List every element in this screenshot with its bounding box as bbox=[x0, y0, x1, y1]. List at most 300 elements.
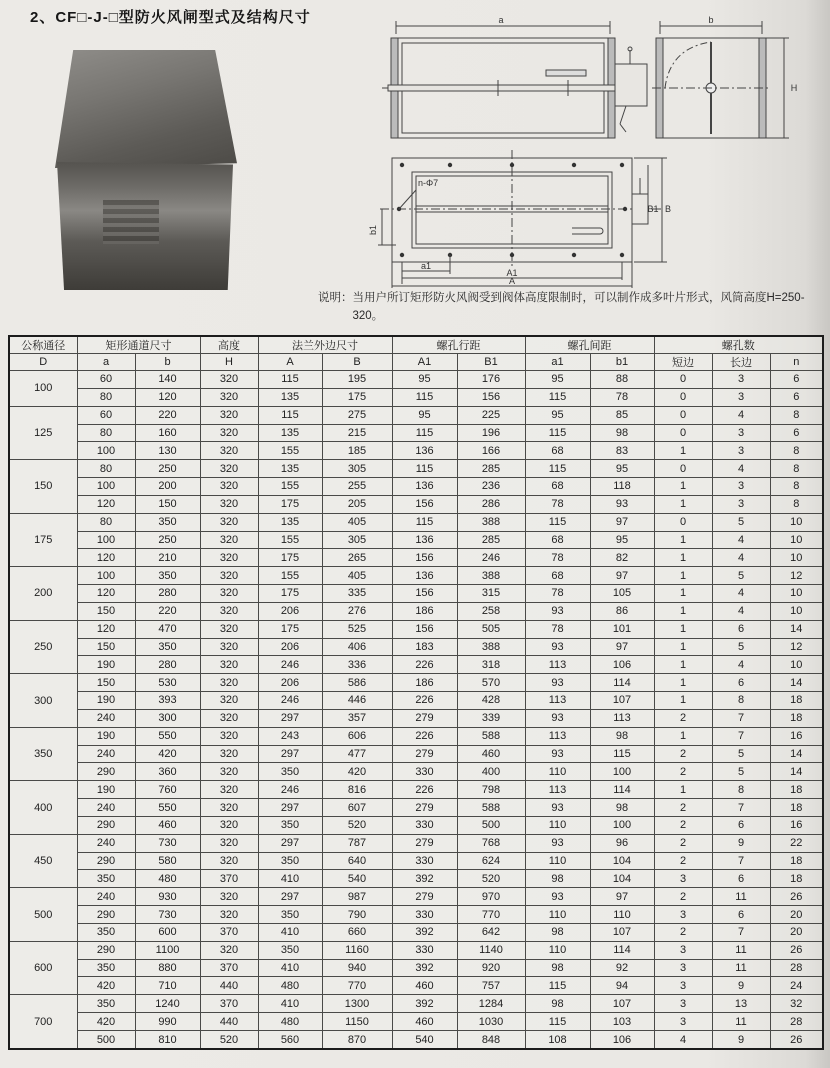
table-cell: 330 bbox=[392, 941, 457, 959]
table-cell: 120 bbox=[77, 495, 135, 513]
table-cell: 18 bbox=[770, 781, 823, 799]
table-cell: 588 bbox=[457, 727, 525, 745]
table-cell: 135 bbox=[258, 513, 322, 531]
table-cell: 3 bbox=[712, 371, 770, 389]
table-cell: 20 bbox=[770, 923, 823, 941]
table-row bbox=[9, 763, 823, 781]
table-cell: 320 bbox=[200, 406, 258, 424]
table-cell: 297 bbox=[258, 834, 322, 852]
table-cell: 3 bbox=[712, 388, 770, 406]
table-row bbox=[9, 638, 823, 656]
table-cell: 550 bbox=[135, 799, 200, 817]
table-group bbox=[9, 888, 823, 942]
table-cell: 339 bbox=[457, 709, 525, 727]
table-cell: 360 bbox=[135, 763, 200, 781]
table-cell: 175 bbox=[258, 495, 322, 513]
table-cell: 320 bbox=[200, 602, 258, 620]
table-cell: 95 bbox=[392, 371, 457, 389]
table-cell: 330 bbox=[392, 763, 457, 781]
table-cell: 11 bbox=[712, 941, 770, 959]
table-cell: 103 bbox=[590, 1013, 654, 1031]
table-cell: 240 bbox=[77, 834, 135, 852]
table-cell: 8 bbox=[770, 460, 823, 478]
table-cell: 4 bbox=[712, 656, 770, 674]
table-row bbox=[9, 977, 823, 995]
table-cell: 113 bbox=[525, 727, 590, 745]
dim-label-B1: B1 bbox=[647, 204, 659, 214]
table-cell: 9 bbox=[712, 834, 770, 852]
table-cell: 26 bbox=[770, 888, 823, 906]
table-cell: 106 bbox=[590, 656, 654, 674]
table-cell: 190 bbox=[77, 656, 135, 674]
table-cell: 0 bbox=[654, 388, 712, 406]
table-cell: 400 bbox=[457, 763, 525, 781]
table-cell: 1 bbox=[654, 692, 712, 710]
table-cell: 175 bbox=[258, 549, 322, 567]
table-cell: 392 bbox=[392, 995, 457, 1013]
diameter-cell: 175 bbox=[9, 513, 77, 567]
table-cell: 320 bbox=[200, 567, 258, 585]
table-cell: 420 bbox=[135, 745, 200, 763]
table-cell: 68 bbox=[525, 478, 590, 496]
table-row bbox=[9, 442, 823, 460]
table-cell: 279 bbox=[392, 799, 457, 817]
table-cell: 110 bbox=[525, 816, 590, 834]
table-cell: 770 bbox=[322, 977, 392, 995]
dim-label-A1: A1 bbox=[506, 268, 518, 278]
header-duct-group: 矩形通道尺寸 bbox=[77, 336, 200, 354]
table-cell: 318 bbox=[457, 656, 525, 674]
table-cell: 6 bbox=[712, 674, 770, 692]
table-row bbox=[9, 959, 823, 977]
table-cell: 104 bbox=[590, 870, 654, 888]
table-cell: 150 bbox=[77, 602, 135, 620]
table-cell: 95 bbox=[525, 371, 590, 389]
table-cell: 156 bbox=[392, 549, 457, 567]
table-cell: 320 bbox=[200, 745, 258, 763]
table-cell: 22 bbox=[770, 834, 823, 852]
table-cell: 420 bbox=[322, 763, 392, 781]
table-header bbox=[9, 336, 823, 371]
table-cell: 93 bbox=[590, 495, 654, 513]
table-cell: 606 bbox=[322, 727, 392, 745]
table-cell: 1 bbox=[654, 781, 712, 799]
table-cell: 920 bbox=[457, 959, 525, 977]
table-row bbox=[9, 941, 823, 959]
table-cell: 520 bbox=[322, 816, 392, 834]
table-cell: 12 bbox=[770, 638, 823, 656]
table-cell: 190 bbox=[77, 781, 135, 799]
table-cell: 6 bbox=[712, 816, 770, 834]
table-cell: 107 bbox=[590, 923, 654, 941]
table-cell: 320 bbox=[200, 816, 258, 834]
table-cell: 1240 bbox=[135, 995, 200, 1013]
table-cell: 156 bbox=[457, 388, 525, 406]
table-cell: 10 bbox=[770, 549, 823, 567]
header-row-pitch-group: 螺孔行距 bbox=[392, 336, 525, 354]
header-a: a bbox=[77, 354, 135, 371]
table-cell: 93 bbox=[525, 709, 590, 727]
table-cell: 525 bbox=[322, 620, 392, 638]
table-row bbox=[9, 549, 823, 567]
table-cell: 175 bbox=[258, 585, 322, 603]
table-cell: 280 bbox=[135, 585, 200, 603]
table-cell: 240 bbox=[77, 799, 135, 817]
table-cell: 206 bbox=[258, 674, 322, 692]
table-cell: 530 bbox=[135, 674, 200, 692]
table-cell: 1160 bbox=[322, 941, 392, 959]
table-cell: 80 bbox=[77, 513, 135, 531]
table-cell: 4 bbox=[712, 406, 770, 424]
table-cell: 258 bbox=[457, 602, 525, 620]
table-cell: 350 bbox=[258, 906, 322, 924]
table-cell: 279 bbox=[392, 834, 457, 852]
table-cell: 113 bbox=[525, 692, 590, 710]
table-row bbox=[9, 371, 823, 389]
table-cell: 320 bbox=[200, 549, 258, 567]
table-cell: 14 bbox=[770, 745, 823, 763]
table-cell: 320 bbox=[200, 638, 258, 656]
table-row bbox=[9, 674, 823, 692]
table-cell: 7 bbox=[712, 799, 770, 817]
table-cell: 0 bbox=[654, 513, 712, 531]
dim-label-A: A bbox=[508, 276, 516, 286]
table-cell: 93 bbox=[525, 602, 590, 620]
table-row bbox=[9, 531, 823, 549]
note-label: 说明： bbox=[318, 292, 353, 304]
table-row bbox=[9, 816, 823, 834]
table-cell: 226 bbox=[392, 781, 457, 799]
table-cell: 100 bbox=[590, 816, 654, 834]
header-height-group: 高度 bbox=[200, 336, 258, 354]
diameter-cell: 500 bbox=[9, 888, 77, 942]
table-cell: 2 bbox=[654, 745, 712, 763]
diameter-cell: 100 bbox=[9, 371, 77, 407]
diameter-cell: 150 bbox=[9, 460, 77, 514]
table-cell: 286 bbox=[457, 495, 525, 513]
table-cell: 279 bbox=[392, 709, 457, 727]
table-cell: 246 bbox=[258, 781, 322, 799]
table-cell: 226 bbox=[392, 727, 457, 745]
table-cell: 246 bbox=[258, 692, 322, 710]
table-cell: 136 bbox=[392, 478, 457, 496]
table-cell: 6 bbox=[712, 620, 770, 638]
table-cell: 607 bbox=[322, 799, 392, 817]
table-cell: 80 bbox=[77, 424, 135, 442]
side-view-drawing bbox=[648, 16, 808, 148]
photo-grille bbox=[103, 200, 159, 244]
header-B1: B1 bbox=[457, 354, 525, 371]
table-cell: 11 bbox=[712, 888, 770, 906]
table-cell: 410 bbox=[258, 995, 322, 1013]
table-cell: 305 bbox=[322, 531, 392, 549]
table-group bbox=[9, 371, 823, 407]
table-cell: 243 bbox=[258, 727, 322, 745]
table-cell: 215 bbox=[322, 424, 392, 442]
table-cell: 104 bbox=[590, 852, 654, 870]
table-row bbox=[9, 709, 823, 727]
dim-label-B: B bbox=[664, 204, 672, 214]
table-cell: 156 bbox=[392, 620, 457, 638]
table-cell: 185 bbox=[322, 442, 392, 460]
table-cell: 176 bbox=[457, 371, 525, 389]
table-cell: 130 bbox=[135, 442, 200, 460]
table-cell: 120 bbox=[77, 549, 135, 567]
table-cell: 136 bbox=[392, 442, 457, 460]
table-cell: 183 bbox=[392, 638, 457, 656]
table-cell: 110 bbox=[525, 852, 590, 870]
table-row bbox=[9, 906, 823, 924]
table-cell: 350 bbox=[77, 870, 135, 888]
table-cell: 105 bbox=[590, 585, 654, 603]
table-group bbox=[9, 781, 823, 835]
table-cell: 16 bbox=[770, 727, 823, 745]
table-cell: 206 bbox=[258, 638, 322, 656]
table-row bbox=[9, 1031, 823, 1049]
table-cell: 3 bbox=[654, 906, 712, 924]
table-row bbox=[9, 424, 823, 442]
table-cell: 2 bbox=[654, 799, 712, 817]
diameter-cell: 300 bbox=[9, 674, 77, 728]
table-cell: 155 bbox=[258, 567, 322, 585]
table-cell: 757 bbox=[457, 977, 525, 995]
table-cell: 14 bbox=[770, 674, 823, 692]
table-cell: 210 bbox=[135, 549, 200, 567]
table-cell: 32 bbox=[770, 995, 823, 1013]
table-cell: 388 bbox=[457, 567, 525, 585]
table-cell: 350 bbox=[77, 923, 135, 941]
table-cell: 357 bbox=[322, 709, 392, 727]
table-cell: 276 bbox=[322, 602, 392, 620]
table-cell: 3 bbox=[654, 941, 712, 959]
table-cell: 350 bbox=[135, 513, 200, 531]
diameter-cell: 200 bbox=[9, 567, 77, 621]
table-cell: 798 bbox=[457, 781, 525, 799]
table-cell: 78 bbox=[525, 549, 590, 567]
table-cell: 350 bbox=[258, 763, 322, 781]
table-cell: 114 bbox=[590, 674, 654, 692]
table-cell: 98 bbox=[525, 995, 590, 1013]
table-cell: 330 bbox=[392, 906, 457, 924]
table-cell: 115 bbox=[392, 460, 457, 478]
plan-view-drawing bbox=[368, 150, 672, 288]
table-cell: 588 bbox=[457, 799, 525, 817]
table-cell: 88 bbox=[590, 371, 654, 389]
table-cell: 196 bbox=[457, 424, 525, 442]
table-cell: 350 bbox=[135, 567, 200, 585]
table-cell: 1030 bbox=[457, 1013, 525, 1031]
table-cell: 2 bbox=[654, 763, 712, 781]
table-cell: 113 bbox=[590, 709, 654, 727]
table-cell: 760 bbox=[135, 781, 200, 799]
table-cell: 320 bbox=[200, 620, 258, 638]
table-cell: 100 bbox=[77, 442, 135, 460]
page-title: 2、CF□-J-□型防火风闸型式及结构尺寸 bbox=[30, 9, 311, 26]
table-cell: 350 bbox=[258, 816, 322, 834]
table-cell: 2 bbox=[654, 852, 712, 870]
table-cell: 388 bbox=[457, 513, 525, 531]
table-cell: 9 bbox=[712, 1031, 770, 1049]
table-cell: 26 bbox=[770, 1031, 823, 1049]
note bbox=[318, 290, 824, 326]
header-A1: A1 bbox=[392, 354, 457, 371]
table-cell: 1 bbox=[654, 620, 712, 638]
table-cell: 20 bbox=[770, 906, 823, 924]
table-cell: 10 bbox=[770, 513, 823, 531]
table-cell: 10 bbox=[770, 602, 823, 620]
table-cell: 60 bbox=[77, 371, 135, 389]
front-view-drawing bbox=[378, 16, 668, 148]
table-cell: 550 bbox=[135, 727, 200, 745]
table-cell: 92 bbox=[590, 959, 654, 977]
table-cell: 285 bbox=[457, 531, 525, 549]
dim-label-a1: a1 bbox=[420, 261, 432, 271]
table-cell: 93 bbox=[525, 638, 590, 656]
table-cell: 1284 bbox=[457, 995, 525, 1013]
table-cell: 240 bbox=[77, 745, 135, 763]
table-cell: 540 bbox=[392, 1031, 457, 1049]
table-group bbox=[9, 406, 823, 460]
table-cell: 290 bbox=[77, 941, 135, 959]
table-cell: 93 bbox=[525, 745, 590, 763]
table-cell: 410 bbox=[258, 870, 322, 888]
table-group bbox=[9, 941, 823, 995]
table-cell: 335 bbox=[322, 585, 392, 603]
table-cell: 1 bbox=[654, 638, 712, 656]
table-cell: 350 bbox=[258, 852, 322, 870]
header-b: b bbox=[135, 354, 200, 371]
table-cell: 250 bbox=[135, 531, 200, 549]
table-cell: 440 bbox=[200, 1013, 258, 1031]
table-cell: 4 bbox=[712, 585, 770, 603]
table-cell: 100 bbox=[590, 763, 654, 781]
table-cell: 315 bbox=[457, 585, 525, 603]
table-cell: 320 bbox=[200, 888, 258, 906]
table-cell: 392 bbox=[392, 959, 457, 977]
table-cell: 1 bbox=[654, 478, 712, 496]
diameter-cell: 125 bbox=[9, 406, 77, 460]
table-cell: 205 bbox=[322, 495, 392, 513]
table-cell: 320 bbox=[200, 442, 258, 460]
table-row bbox=[9, 656, 823, 674]
table-cell: 330 bbox=[392, 852, 457, 870]
table-cell: 392 bbox=[392, 870, 457, 888]
diameter-cell: 350 bbox=[9, 727, 77, 781]
table-cell: 5 bbox=[712, 567, 770, 585]
table-cell: 624 bbox=[457, 852, 525, 870]
table-cell: 156 bbox=[392, 585, 457, 603]
table-cell: 570 bbox=[457, 674, 525, 692]
table-cell: 85 bbox=[590, 406, 654, 424]
header-diameter-group: 公称通径 bbox=[9, 336, 77, 354]
table-cell: 115 bbox=[258, 406, 322, 424]
table-cell: 5 bbox=[712, 745, 770, 763]
table-cell: 370 bbox=[200, 870, 258, 888]
table-row bbox=[9, 585, 823, 603]
table-cell: 1 bbox=[654, 531, 712, 549]
table-cell: 94 bbox=[590, 977, 654, 995]
table-cell: 320 bbox=[200, 371, 258, 389]
table-group bbox=[9, 460, 823, 514]
table-cell: 405 bbox=[322, 513, 392, 531]
table-cell: 1150 bbox=[322, 1013, 392, 1031]
table-cell: 100 bbox=[77, 567, 135, 585]
table-cell: 320 bbox=[200, 424, 258, 442]
table-cell: 290 bbox=[77, 763, 135, 781]
table-cell: 136 bbox=[392, 567, 457, 585]
table-cell: 93 bbox=[525, 799, 590, 817]
table-cell: 290 bbox=[77, 852, 135, 870]
table-cell: 393 bbox=[135, 692, 200, 710]
table-cell: 250 bbox=[135, 460, 200, 478]
table-cell: 93 bbox=[525, 888, 590, 906]
table-cell: 110 bbox=[590, 906, 654, 924]
table-cell: 480 bbox=[258, 1013, 322, 1031]
table-cell: 150 bbox=[77, 674, 135, 692]
table-group bbox=[9, 995, 823, 1049]
table-cell: 297 bbox=[258, 709, 322, 727]
table-cell: 10 bbox=[770, 531, 823, 549]
table-cell: 6 bbox=[712, 870, 770, 888]
table-cell: 600 bbox=[135, 923, 200, 941]
table-cell: 10 bbox=[770, 656, 823, 674]
table-cell: 460 bbox=[457, 745, 525, 763]
table-cell: 990 bbox=[135, 1013, 200, 1031]
table-cell: 236 bbox=[457, 478, 525, 496]
table-cell: 370 bbox=[200, 995, 258, 1013]
table-cell: 135 bbox=[258, 460, 322, 478]
table-cell: 98 bbox=[525, 959, 590, 977]
table-row bbox=[9, 460, 823, 478]
table-cell: 195 bbox=[322, 371, 392, 389]
table-cell: 1 bbox=[654, 656, 712, 674]
table-cell: 96 bbox=[590, 834, 654, 852]
table-cell: 3 bbox=[712, 495, 770, 513]
table-cell: 255 bbox=[322, 478, 392, 496]
table-cell: 18 bbox=[770, 852, 823, 870]
table-cell: 93 bbox=[525, 674, 590, 692]
table-cell: 186 bbox=[392, 602, 457, 620]
table-cell: 0 bbox=[654, 460, 712, 478]
table-cell: 987 bbox=[322, 888, 392, 906]
table-cell: 5 bbox=[712, 638, 770, 656]
table-cell: 110 bbox=[525, 941, 590, 959]
header-a1: a1 bbox=[525, 354, 590, 371]
table-cell: 480 bbox=[258, 977, 322, 995]
table-cell: 1300 bbox=[322, 995, 392, 1013]
header-b1: b1 bbox=[590, 354, 654, 371]
table-cell: 206 bbox=[258, 602, 322, 620]
table-cell: 86 bbox=[590, 602, 654, 620]
table-cell: 710 bbox=[135, 977, 200, 995]
table-cell: 95 bbox=[525, 406, 590, 424]
table-cell: 115 bbox=[392, 388, 457, 406]
table-cell: 7 bbox=[712, 709, 770, 727]
table-cell: 114 bbox=[590, 941, 654, 959]
table-cell: 642 bbox=[457, 923, 525, 941]
table-cell: 3 bbox=[712, 478, 770, 496]
table-cell: 320 bbox=[200, 656, 258, 674]
table-cell: 83 bbox=[590, 442, 654, 460]
table-cell: 440 bbox=[200, 977, 258, 995]
table-cell: 115 bbox=[525, 460, 590, 478]
table-cell: 110 bbox=[525, 763, 590, 781]
dim-label-a: a bbox=[498, 15, 504, 25]
table-cell: 320 bbox=[200, 763, 258, 781]
table-cell: 265 bbox=[322, 549, 392, 567]
table-cell: 320 bbox=[200, 388, 258, 406]
table-cell: 768 bbox=[457, 834, 525, 852]
